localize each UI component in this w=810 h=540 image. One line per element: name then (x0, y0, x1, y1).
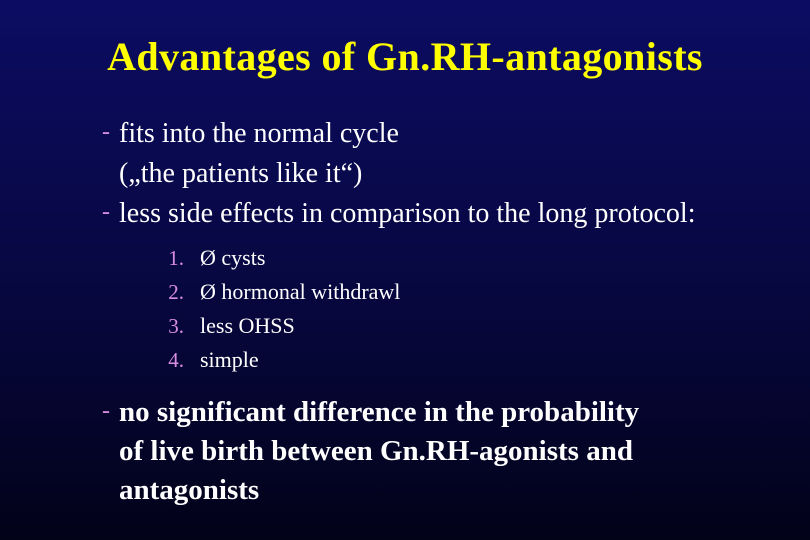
slide-title: Advantages of Gn.RH-antagonists (107, 34, 703, 79)
bullet-continuation (119, 474, 259, 507)
bullet-text: („the patients like it“) (119, 158, 363, 189)
bullet-text: of live birth between Gn.RH-agonists and (119, 435, 633, 467)
bullet-text: less side effects in comparison to the long protocol: (119, 198, 696, 229)
list-item-text: less OHSS (200, 313, 295, 338)
bullet-continuation (119, 435, 633, 468)
bullet-fits-normal-cycle (102, 118, 399, 150)
bullet-marker: - (102, 398, 110, 424)
list-item-text: simple (200, 347, 259, 372)
bullet-continuation (119, 158, 362, 190)
list-number: 4. (168, 348, 184, 372)
bullet-less-side-effects (102, 198, 696, 230)
bullet-no-significant-difference (102, 396, 640, 429)
list-number: 1. (168, 246, 184, 270)
bullet-text: antagonists (119, 474, 260, 506)
list-number: 2. (168, 280, 184, 304)
bullet-text: no significant difference in the probability (119, 396, 640, 428)
list-item-text: Ø cysts (200, 245, 266, 270)
list-item-text: Ø hormonal withdrawl (200, 279, 401, 304)
bullet-text: fits into the normal cycle (119, 118, 399, 149)
bullet-marker: - (102, 119, 110, 145)
bullet-marker: - (102, 199, 110, 225)
list-number: 3. (168, 314, 184, 338)
